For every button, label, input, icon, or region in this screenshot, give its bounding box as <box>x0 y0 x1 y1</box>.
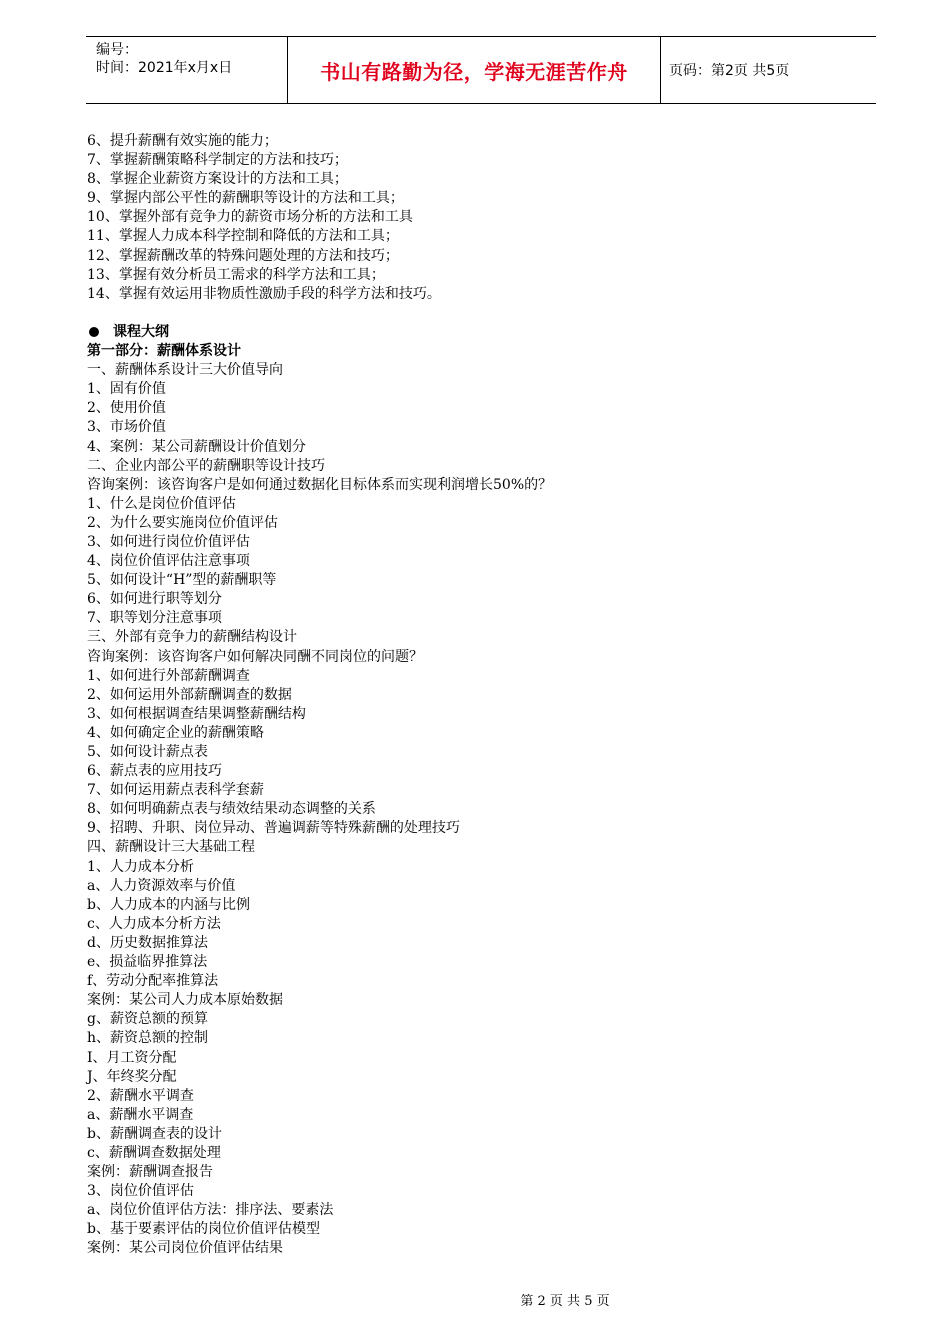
list-item: 一、薪酬体系设计三大价值导向 <box>87 362 283 379</box>
list-item: 咨询案例：该咨询客户是如何通过数据化目标体系而实现利润增长50%的？ <box>87 476 553 493</box>
list-item: b、薪酬调查表的设计 <box>87 1125 222 1142</box>
list-item: 1、如何进行外部薪酬调查 <box>87 667 250 684</box>
list-item: 二、企业内部公平的薪酬职等设计技巧 <box>87 457 325 474</box>
list-item: f、劳动分配率推算法 <box>87 973 219 990</box>
header-motto-cell <box>287 37 661 103</box>
section-heading-text: 课程大纲 <box>113 323 169 340</box>
list-item: 案例：薪酬调查报告 <box>87 1164 213 1181</box>
list-item: 2、薪酬水平调查 <box>87 1087 194 1104</box>
list-item: 3、岗位价值评估 <box>87 1183 194 1200</box>
list-item: h、薪资总额的控制 <box>87 1030 209 1047</box>
header-motto: 书山有路勤为径，学海无涯苦作舟 <box>320 59 628 84</box>
list-item: 8、如何明确薪点表与绩效结果动态调整的关系 <box>87 801 376 818</box>
document-number-label: 编号： <box>96 42 138 58</box>
list-item: J、年终奖分配 <box>87 1068 177 1085</box>
page-footer: 第 2 页 共 5 页 <box>520 1294 610 1309</box>
list-item: d、历史数据推算法 <box>87 934 208 951</box>
bullet-icon <box>89 327 99 337</box>
list-item: 4、岗位价值评估注意事项 <box>87 553 250 570</box>
list-item: 6、薪点表的应用技巧 <box>87 763 222 780</box>
list-item: 四、薪酬设计三大基础工程 <box>87 839 255 856</box>
list-item: 2、使用价值 <box>87 400 166 417</box>
header-page-number: 页码：第2页 共5页 <box>669 63 790 79</box>
section-heading <box>87 323 887 342</box>
list-item: a、岗位价值评估方法：排序法、要素法 <box>87 1202 334 1219</box>
list-item: 2、为什么要实施岗位价值评估 <box>87 514 278 531</box>
document-body <box>87 132 887 1259</box>
list-item: 11、掌握人力成本科学控制和降低的方法和工具； <box>87 228 399 245</box>
list-item: b、人力成本的内涵与比例 <box>87 896 250 913</box>
course-outline-list <box>87 361 887 1258</box>
list-item: a、薪酬水平调查 <box>87 1106 194 1123</box>
spacer <box>87 304 887 323</box>
list-item: I、月工资分配 <box>87 1049 177 1066</box>
list-item: c、人力成本分析方法 <box>87 915 221 932</box>
list-item: 4、案例：某公司薪酬设计价值划分 <box>87 438 306 455</box>
list-item: 6、如何进行职等划分 <box>87 591 222 608</box>
list-item: 5、如何设计薪点表 <box>87 744 208 760</box>
list-item: g、薪资总额的预算 <box>87 1011 208 1028</box>
list-item: e、损益临界推算法 <box>87 954 208 971</box>
list-item: 7、如何运用薪点表科学套薪 <box>87 782 264 799</box>
list-item: 10、掌握外部有竞争力的薪资市场分析的方法和工具 <box>87 209 413 226</box>
list-item: 7、掌握薪酬策略科学制定的方法和技巧； <box>87 152 348 169</box>
list-item: 4、如何确定企业的薪酬策略 <box>87 724 264 741</box>
list-item: 1、人力成本分析 <box>87 858 194 875</box>
objectives-list <box>87 132 887 304</box>
list-item: 12、掌握薪酬改革的特殊问题处理的方法和技巧； <box>87 247 399 264</box>
list-item: 1、固有价值 <box>87 381 166 398</box>
header-page-cell <box>661 37 876 103</box>
list-item: 5、如何设计“H”型的薪酬职等 <box>87 572 277 589</box>
list-item: 8、掌握企业薪资方案设计的方法和工具； <box>87 171 348 188</box>
list-item: 3、如何进行岗位价值评估 <box>87 533 250 550</box>
list-item: 咨询案例：该咨询客户如何解决同酬不同岗位的问题？ <box>87 648 423 665</box>
header-info-cell <box>86 37 286 103</box>
list-item: 13、掌握有效分析员工需求的科学方法和工具； <box>87 266 385 283</box>
page-header <box>86 36 876 104</box>
document-time-label: 时间：2021年x月x日 <box>96 60 233 76</box>
part-heading: 第一部分：薪酬体系设计 <box>87 343 241 360</box>
list-item: 3、如何根据调查结果调整薪酬结构 <box>87 705 306 722</box>
list-item: a、人力资源效率与价值 <box>87 877 236 894</box>
list-item: 2、如何运用外部薪酬调查的数据 <box>87 686 292 703</box>
list-item: 9、招聘、升职、岗位异动、普遍调薪等特殊薪酬的处理技巧 <box>87 820 460 837</box>
list-item: c、薪酬调查数据处理 <box>87 1144 221 1161</box>
list-item: 6、提升薪酬有效实施的能力； <box>87 133 278 149</box>
list-item: 三、外部有竞争力的薪酬结构设计 <box>87 629 297 646</box>
list-item: 9、掌握内部公平性的薪酬职等设计的方法和工具； <box>87 190 404 207</box>
list-item: 1、什么是岗位价值评估 <box>87 495 236 512</box>
list-item: 7、职等划分注意事项 <box>87 610 222 627</box>
list-item: 14、掌握有效运用非物质性激励手段的科学方法和技巧。 <box>87 285 441 302</box>
list-item: 案例：某公司岗位价值评估结果 <box>87 1240 283 1257</box>
list-item: b、基于要素评估的岗位价值评估模型 <box>87 1221 320 1238</box>
list-item: 3、市场价值 <box>87 419 166 436</box>
list-item: 案例：某公司人力成本原始数据 <box>87 992 283 1009</box>
